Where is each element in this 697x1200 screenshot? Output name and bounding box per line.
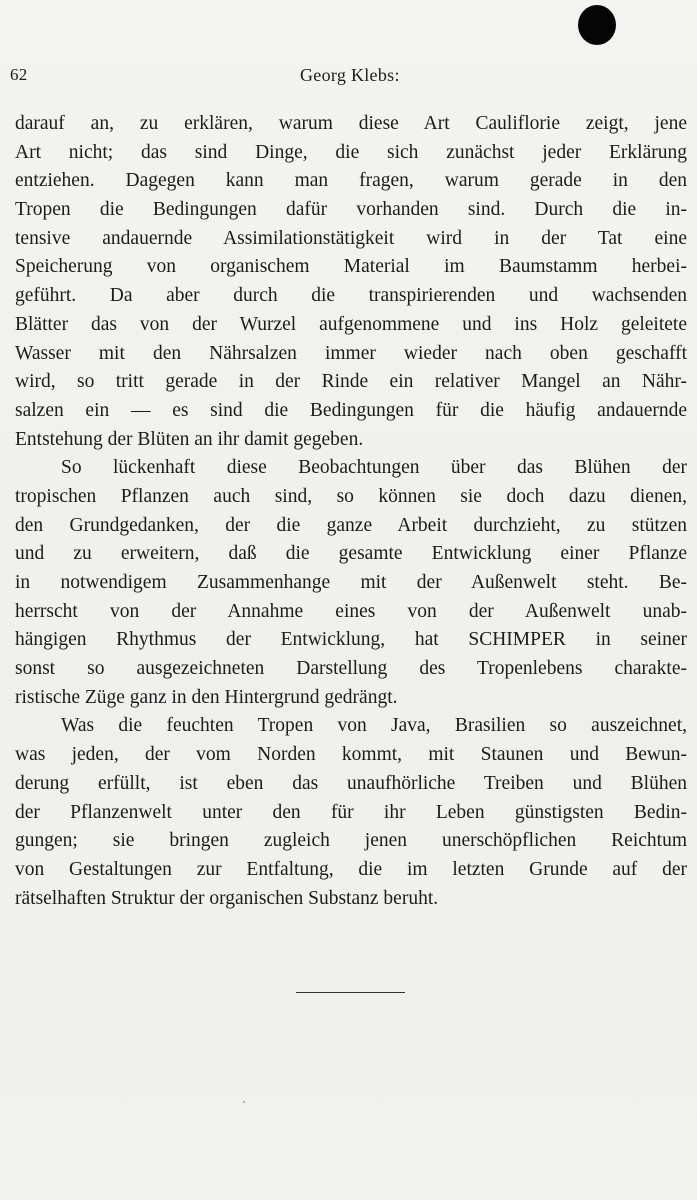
text-line: von Gestaltungen zur Entfaltung, die im letzten Grunde auf der bbox=[15, 858, 687, 880]
text-line: was jeden, der vom Norden kommt, mit Staunen und Bewun- bbox=[15, 744, 687, 766]
text-line: geführt. Da aber durch die transpirierenden und wachsenden bbox=[15, 285, 687, 307]
text-line: derung erfüllt, ist eben das unaufhörliche Treiben und Blühen bbox=[15, 772, 687, 794]
text-line: rätselhaften Struktur der organischen Substanz beruht. bbox=[15, 887, 439, 909]
text-line: salzen ein — es sind die Bedingungen für die häufig andauernde bbox=[15, 399, 687, 421]
text-line: der Pflanzenwelt unter den für ihr Leben günstigsten Bedin- bbox=[15, 801, 687, 823]
text-line: Art nicht; das sind Dinge, die sich zunächst jeder Erklärung bbox=[15, 141, 687, 163]
text-line: ristische Züge ganz in den Hintergrund gedrängt. bbox=[15, 686, 398, 708]
text-line: Entstehung der Blüten an ihr damit gegeben. bbox=[15, 428, 364, 450]
running-head-author: Georg Klebs: bbox=[300, 65, 400, 85]
text-line: und zu erweitern, daß die gesamte Entwicklung einer Pflanze bbox=[15, 543, 687, 565]
body-text bbox=[15, 110, 687, 913]
text-line: sonst so ausgezeichneten Darstellung des Tropenlebens charakte- bbox=[15, 658, 687, 680]
section-divider bbox=[296, 992, 405, 993]
text-line: darauf an, zu erklären, warum diese Art Cauliflorie zeigt, jene bbox=[15, 113, 687, 134]
paragraph bbox=[15, 712, 687, 913]
text-line: tensive andauernde Assimilationstätigkeit wird in der Tat eine bbox=[15, 227, 687, 249]
running-head bbox=[10, 65, 687, 91]
text-line: tropischen Pflanzen auch sind, so können sie doch dazu dienen, bbox=[15, 485, 687, 507]
paper-speck bbox=[243, 1101, 245, 1103]
page-number: 62 bbox=[10, 65, 28, 84]
text-line: herrscht von der Annahme eines von der Außenwelt unab- bbox=[15, 600, 687, 622]
text-line: So lückenhaft diese Beobachtungen über das Blühen der bbox=[61, 457, 687, 479]
text-line: Wasser mit den Nährsalzen immer wieder nach oben geschafft bbox=[15, 342, 687, 364]
paragraph bbox=[15, 110, 687, 454]
paragraph bbox=[15, 454, 687, 712]
text-line: Blätter das von der Wurzel aufgenommene und ins Holz geleitete bbox=[15, 313, 687, 335]
text-line: in notwendigem Zusammenhange mit der Außenwelt steht. Be- bbox=[15, 572, 687, 593]
text-line: den Grundgedanken, der die ganze Arbeit durchzieht, zu stützen bbox=[15, 514, 687, 536]
text-line: gungen; sie bringen zugleich jenen unerschöpflichen Reichtum bbox=[15, 830, 687, 852]
text-line: Speicherung von organischem Material im Baumstamm herbei- bbox=[15, 256, 687, 278]
text-line: wird, so tritt gerade in der Rinde ein relativer Mangel an Nähr- bbox=[15, 371, 687, 393]
punch-hole bbox=[578, 5, 616, 45]
text-line: Was die feuchten Tropen von Java, Brasilien so auszeichnet, bbox=[61, 715, 687, 737]
text-line: entziehen. Dagegen kann man fragen, warum gerade in den bbox=[15, 170, 687, 192]
text-line: Tropen die Bedingungen dafür vorhanden sind. Durch die in- bbox=[15, 199, 687, 221]
text-line: hängigen Rhythmus der Entwicklung, hat SCHIMPER in seiner bbox=[15, 629, 687, 651]
